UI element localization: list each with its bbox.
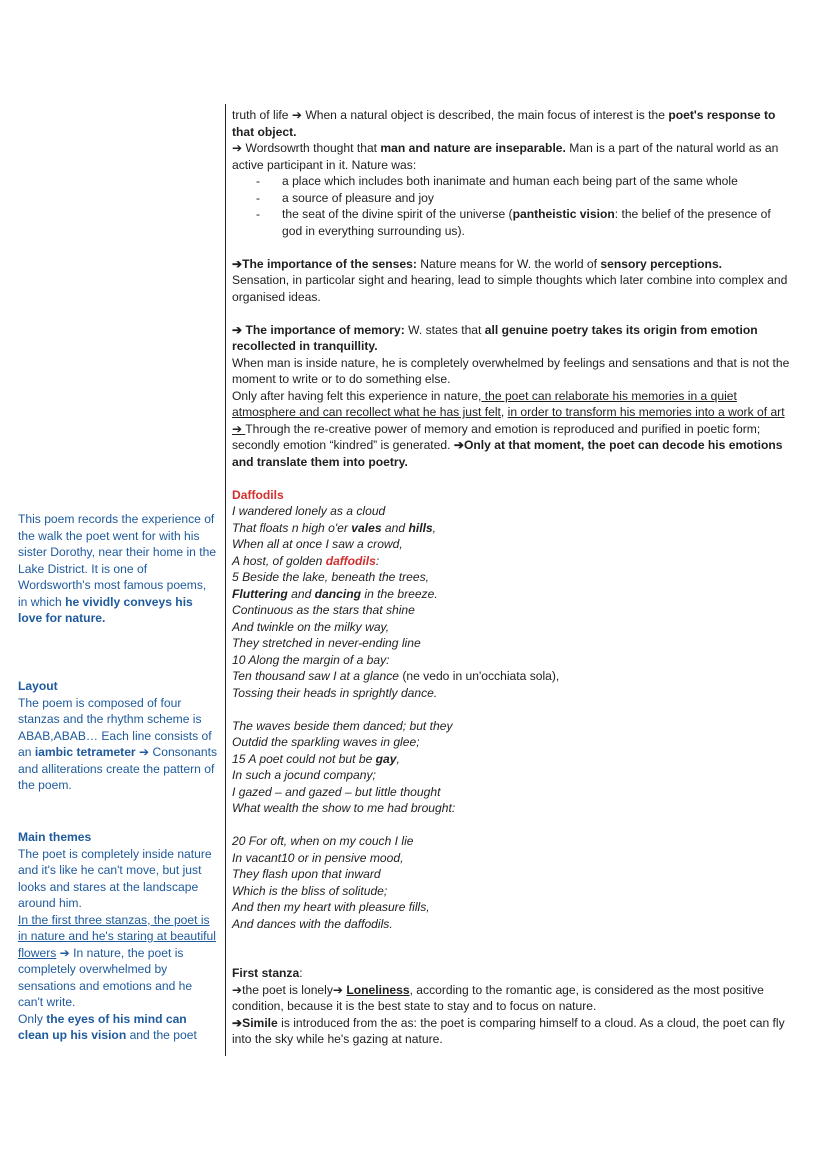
list-item: - a place which includes both inanimate and human each being part of the same whole bbox=[232, 173, 792, 190]
first-stanza-simile: ➔Simile is introduced from the as: the poet is comparing himself to a cloud. As a cloud, the poet can fly into the sky while he's gazing at nature. bbox=[232, 1015, 785, 1046]
sidebar-layout: Layout The poem is composed of four stanzas and the rhythm scheme is ABAB,ABAB… Each line consists of an iambic tetrameter ➔ Consonants and alliterations create the pattern of the poem. bbox=[18, 679, 218, 792]
poem bbox=[232, 487, 792, 933]
poem-line: I gazed – and gazed – but little thought bbox=[232, 784, 441, 799]
poem-line: The waves beside them danced; but they bbox=[232, 718, 453, 733]
sidebar-intro: This poem records the experience of the walk the poet went for with his sister Dorothy, near their home in the Lake District. It is one of Wordsworth's most famous poems, in which he vividly conveys his love for nature. bbox=[18, 512, 217, 625]
poem-line: What wealth the show to me had brought: bbox=[232, 801, 456, 815]
themes-heading: Main themes bbox=[18, 830, 92, 844]
poem-line: Tossing their heads in sprightly dance. bbox=[232, 685, 438, 700]
poem-line: In such a jocund company; bbox=[232, 768, 376, 782]
layout-heading: Layout bbox=[18, 679, 58, 693]
main-column bbox=[232, 107, 792, 1048]
poem-line: And dances with the daffodils. bbox=[232, 916, 393, 931]
poem-line: Outdid the sparkling waves in glee; bbox=[232, 735, 420, 749]
poem-line: 20 For oft, when on my couch I lie bbox=[232, 834, 414, 848]
poem-line: Ten thousand saw I at a glance (ne vedo in un'occhiata sola), bbox=[232, 669, 560, 683]
poem-title: Daffodils bbox=[232, 487, 284, 502]
intro-paragraph: truth of life ➔ When a natural object is described, the main focus of interest is the poet's response to that object. bbox=[232, 108, 776, 139]
poem-line: They flash upon that inward bbox=[232, 867, 381, 881]
poem-line: That floats n high o'er vales and hills, bbox=[232, 520, 437, 535]
poem-line: And twinkle on the milky way, bbox=[232, 619, 390, 634]
poem-line: I wandered lonely as a cloud bbox=[232, 504, 386, 518]
first-stanza-loneliness: ➔the poet is lonely➔ Loneliness, according to the romantic age, is considered as the most positive condition, because it is the best state to stay and to focus on nature. bbox=[232, 982, 764, 1013]
poem-line: 15 A poet could not but be gay, bbox=[232, 751, 400, 766]
memory-detail: When man is inside nature, he is completely overwhelmed by feelings and sensations and that is not the moment to write or to do something else. bbox=[232, 355, 790, 386]
first-stanza-heading: First stanza: bbox=[232, 966, 303, 980]
poem-line: 5 Beside the lake, beneath the trees, bbox=[232, 570, 429, 584]
poem-line: And then my heart with pleasure fills, bbox=[232, 900, 430, 914]
inseparable-paragraph: ➔ Wordsowrth thought that man and nature are inseparable. Man is a part of the natural world as an active participant in it. Nature was: bbox=[232, 141, 779, 172]
poem-line: Which is the bliss of solitude; bbox=[232, 883, 388, 898]
poem-line: A host, of golden daffodils: bbox=[232, 553, 380, 568]
poem-line: 10 Along the margin of a bay: bbox=[232, 652, 390, 667]
senses-paragraph: ➔The importance of the senses: Nature means for W. the world of sensory perceptions. bbox=[232, 256, 723, 271]
poem-line: Continuous as the stars that shine bbox=[232, 603, 415, 617]
poem-line: In vacant10 or in pensive mood, bbox=[232, 850, 404, 865]
nature-list bbox=[232, 173, 792, 239]
list-item: - a source of pleasure and joy bbox=[232, 190, 792, 207]
memory-paragraph: ➔ The importance of memory: W. states that all genuine poetry takes its origin from emotion recollected in tranquillity. bbox=[232, 322, 758, 353]
poem-line: Fluttering and dancing in the breeze. bbox=[232, 586, 438, 601]
column-divider bbox=[225, 104, 226, 1056]
poem-line: When all at once I saw a crowd, bbox=[232, 537, 403, 551]
memory-process: Only after having felt this experience in nature, the poet can relaborate his memories in a quiet atmosphere and can recollect what he has just felt, in order to transform his memories into a work of art ➔ Through the re-creative power of memory and emotion is reproduced and purified in poetic form; secondly emotion “kindred” is generated. ➔Only at that moment, the poet can decode his emotions and translate them into poetry. bbox=[232, 388, 785, 469]
poem-line: They stretched in never-ending line bbox=[232, 636, 421, 650]
senses-detail: Sensation, in particolar sight and hearing, lead to simple thoughts which later combine into complex and organised ideas. bbox=[232, 273, 788, 304]
list-item: - the seat of the divine spirit of the universe (pantheistic vision: the belief of the presence of god in everything surrounding us). bbox=[232, 206, 792, 239]
sidebar-themes: Main themes The poet is completely inside nature and it's like he can't move, but just looks and stares at the landscape around him. In the first three stanzas, the poet is in nature and he's staring at beautiful flowers ➔ In nature, the poet is completely overwhelmed by sensations and emotions and he can't write. Only the eyes of his mind can clean up his vision and the poet bbox=[18, 829, 218, 1044]
